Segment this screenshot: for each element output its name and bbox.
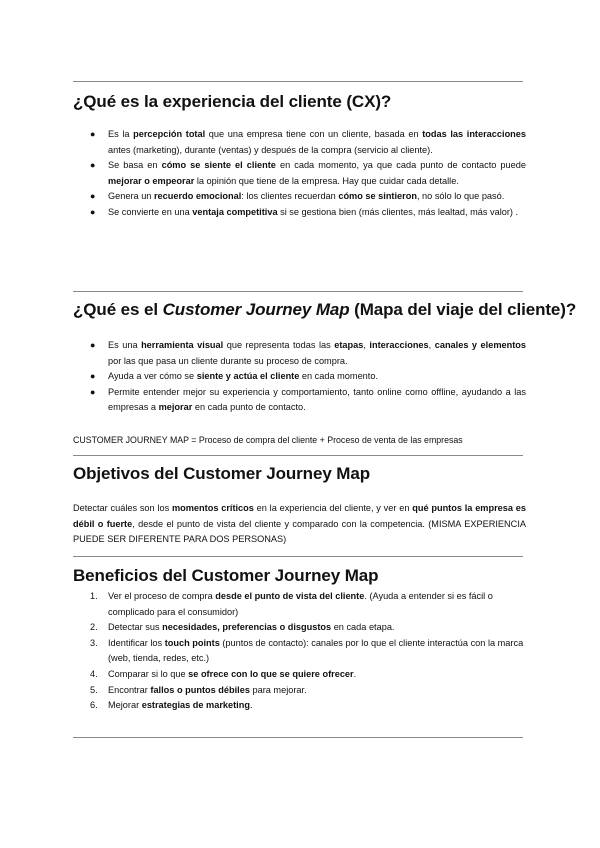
text-run: para mejorar. (249, 684, 307, 695)
list-item (90, 369, 526, 385)
item-number: 6. (90, 700, 98, 711)
item-number: 4. (90, 668, 98, 679)
bullet-dot-icon: ● (90, 206, 96, 217)
bold-text-run: mejorar (158, 402, 193, 413)
text-run: en la experiencia del cliente, y ver en (253, 503, 413, 513)
objetivos-paragraph (73, 501, 526, 548)
list-item (90, 189, 526, 205)
cjm-equation: CUSTOMER JOURNEY MAP = Proceso de compra del cliente + Proceso de venta de las empresas (73, 435, 463, 445)
text-run: en cada momento. (299, 371, 379, 382)
text-run: Encontrar (108, 684, 151, 695)
text-run: : los clientes recuerdan (241, 191, 339, 202)
bold-text-run: fallos o puntos débiles (150, 684, 250, 695)
bold-text-run: cómo se sintieron (338, 191, 417, 202)
text-run: Permite entender mejor su experiencia y comportamiento, tanto online como offline, ayudando a las empresas a (108, 386, 526, 413)
bold-text-run: necesidades, preferencias o disgustos (162, 622, 332, 633)
bold-text-run: recuerdo emocional (153, 191, 242, 202)
text-run: la opinión que tiene de la empresa. Hay que cuidar cada detalle. (194, 175, 459, 186)
list-item (90, 158, 526, 189)
text-run: Comparar si lo que (108, 668, 189, 679)
text-run: . (353, 668, 357, 679)
text-run: Es la (108, 129, 134, 139)
text-run: , (428, 340, 435, 350)
bold-text-run: se ofrece con lo que se quiere ofrecer (188, 668, 354, 679)
cjm-bullet-list (90, 338, 526, 416)
bold-text-run: estrategias de marketing (141, 700, 250, 711)
cx-bullet-list (90, 127, 527, 221)
bold-text-run: herramienta visual (141, 340, 224, 350)
text-run: . (249, 700, 253, 711)
text-run: , (363, 340, 370, 350)
text-run: Identificar los (108, 637, 165, 648)
bullet-dot-icon: ● (90, 386, 96, 397)
text-run: Detectar sus (108, 622, 163, 633)
bold-text-run: siente y actúa el cliente (196, 371, 300, 382)
text-run: en cada etapa. (331, 622, 395, 633)
item-number: 2. (90, 622, 98, 633)
bold-text-run: ventaja competitiva (192, 206, 278, 217)
list-item (90, 127, 527, 158)
list-item (90, 385, 526, 416)
text-run: , desde el punto de vista del cliente y comparado con la competencia. (MISMA EXPERIENCIA PUEDE SER DIFERENTE PARA DOS PERSONAS) (73, 518, 526, 545)
text-run: Genera un (108, 191, 154, 202)
text-run: que una empresa tiene con un cliente, basada en (205, 129, 423, 139)
bullet-dot-icon: ● (90, 371, 96, 382)
text-run: Es una (108, 340, 142, 350)
text-run: , no sólo lo que pasó. (416, 191, 505, 202)
item-number: 3. (90, 637, 98, 648)
bold-text-run: cómo se siente el cliente (161, 160, 276, 171)
numbered-item (90, 698, 528, 714)
bold-text-run: mejorar o empeorar (108, 175, 195, 186)
divider-bottom (73, 737, 523, 738)
numbered-item (90, 589, 528, 620)
bold-text-run: momentos críticos (171, 503, 254, 513)
bold-text-run: etapas (334, 340, 364, 350)
numbered-item (90, 683, 528, 699)
text-run: por las que pasa un cliente durante su proceso de compra. (108, 355, 348, 366)
text-run: Se convierte en una (108, 206, 193, 217)
numbered-item (90, 636, 528, 667)
item-number: 5. (90, 684, 98, 695)
text-run: si se gestiona bien (más clientes, más lealtad, más valor) . (277, 206, 519, 217)
text-run: en cada momento, ya que cada punto de contacto puede (275, 160, 526, 171)
text-run: en cada punto de contacto. (192, 402, 306, 413)
bold-text-run: percepción total (133, 129, 206, 139)
beneficios-numbered-list (90, 589, 528, 714)
bullet-dot-icon: ● (90, 160, 96, 171)
heading-objetivos: Objetivos del Customer Journey Map (73, 464, 370, 483)
text-run: Mejorar (108, 700, 142, 711)
numbered-item (90, 620, 528, 636)
bold-text-run: canales y elementos (434, 340, 526, 350)
item-number: 1. (90, 591, 98, 601)
bold-text-run: qué puntos la empresa es débil o fuerte (73, 503, 526, 529)
numbered-item (90, 667, 528, 683)
bullet-dot-icon: ● (90, 129, 96, 139)
text-run: Se basa en (108, 160, 162, 171)
bullet-dot-icon: ● (90, 340, 96, 350)
text-run: antes (marketing), durante (ventas) y después de la compra (servicio al cliente). (108, 144, 433, 155)
heading-beneficios: Beneficios del Customer Journey Map (73, 566, 379, 585)
bullet-dot-icon: ● (90, 191, 96, 202)
text-run: Ayuda a ver cómo se (108, 371, 197, 382)
heading-cjm: ¿Qué es el Customer Journey Map (Mapa del viaje del cliente)? (73, 300, 577, 319)
divider-top (73, 81, 523, 82)
divider-objetivos (73, 556, 523, 557)
bold-text-run: todas las interacciones (422, 129, 527, 139)
text-run: Detectar cuáles son los (73, 503, 172, 513)
text-run: (puntos de contacto): canales por lo que el cliente interactúa con la marca (web, tienda, redes, etc.) (108, 637, 524, 664)
list-item (90, 338, 526, 369)
bold-text-run: interacciones (369, 340, 429, 350)
bold-text-run: desde el punto de vista del cliente (215, 591, 365, 601)
divider-cx (73, 291, 523, 292)
divider-cjm (73, 455, 523, 456)
text-run: que representa todas las (223, 340, 335, 350)
text-run: Ver el proceso de compra (108, 591, 216, 601)
bold-text-run: touch points (164, 637, 220, 648)
text-run: . (Ayuda a entender si es fácil o complicado para el consumidor) (108, 591, 493, 617)
heading-cx: ¿Qué es la experiencia del cliente (CX)? (73, 92, 392, 111)
list-item (90, 205, 526, 221)
